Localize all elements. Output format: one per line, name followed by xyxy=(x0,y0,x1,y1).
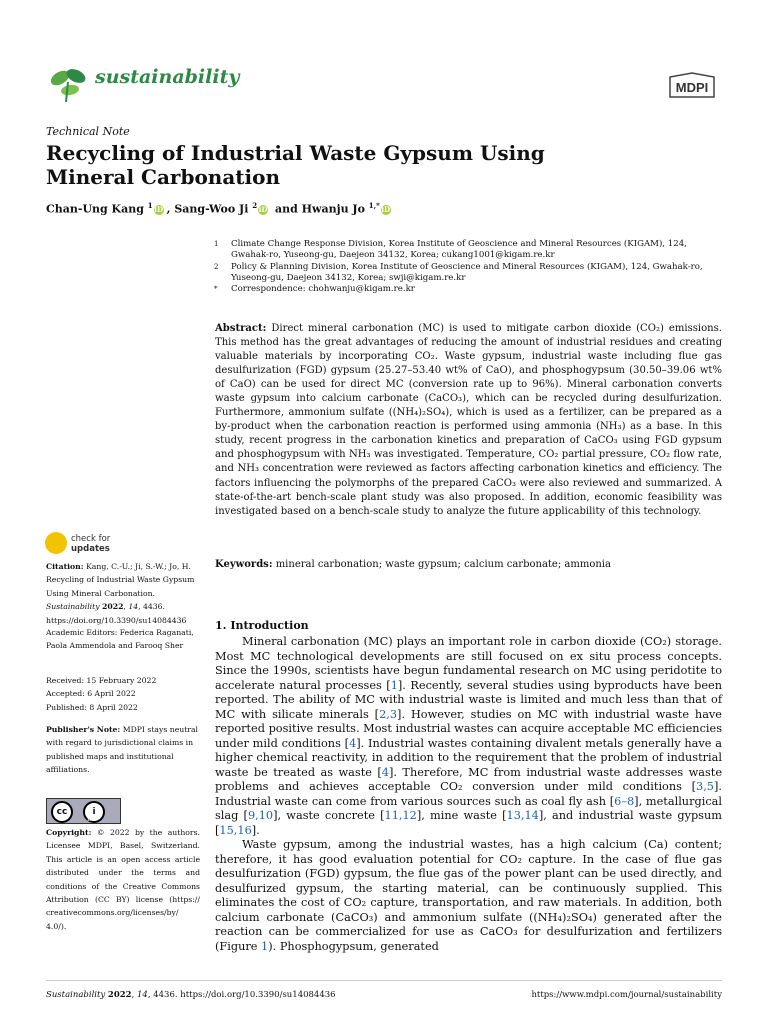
footer-volume: 14 xyxy=(137,990,148,1000)
paragraph-text: ]. xyxy=(251,823,260,837)
citation-ref-link[interactable]: 11,12 xyxy=(384,809,417,822)
affiliation-mark: * xyxy=(214,285,218,294)
paragraph-text: ]. However, studies on MC with industrial waste have reported positive results. Most industrial wastes can acquire acceptable MC efficiencies under mild conditions [ xyxy=(215,707,722,750)
orcid-icon[interactable]: iD xyxy=(381,204,391,214)
paragraph-text: ], and industrial waste gypsum [ xyxy=(215,809,722,837)
paragraph-text: Waste gypsum, among the industrial wastes, has a high calcium (Ca) content; therefore, it has good evaluation potential for CO₂ capture. In the case of flue gas desulfurization (FGD) gypsum, the flue gas of the power plant can be used directly, and desulfurized gypsum, the starting material, can be continuously supplied. This eliminates the cost of CO₂ capture, transportation, and raw materials. In addition, both calcium carbonate (CaCO₃) and ammonium sulfate ((NH₄)₂SO₄) generated after the reaction can be commercialized for use as CaCO₃ for desulfurization and fertilizers (Figure xyxy=(215,838,722,953)
citation-ref-link[interactable]: 1 xyxy=(261,939,269,953)
citation-ref-link[interactable]: 13,14 xyxy=(506,809,539,822)
keywords-label: Keywords: xyxy=(215,559,273,570)
citation-year: 2022 xyxy=(102,602,124,612)
author-name[interactable]: Hwanju Jo xyxy=(301,202,365,216)
citation-ref-link[interactable]: 9,10 xyxy=(247,809,274,822)
paragraph-text: ]. Therefore, MC from industrial waste addresses waste problems and achieves acceptable CO₂ conversion under mild conditions [ xyxy=(215,765,723,793)
paragraph-text: Mineral carbonation (MC) plays an important role in carbon dioxide (CO₂) storage. Most MC technological developments are still focused on ex situ process concepts. Since the 1990s, scientists have begun fundamental research on MC using peridotite to accelerate natural processes [ xyxy=(215,635,722,692)
affiliation-mark: 2 xyxy=(214,262,219,271)
academic-editors: Academic Editors: Federica Raganati, Paola Ammendola and Farooq Sher xyxy=(46,628,194,651)
person-icon: i xyxy=(83,801,105,823)
received-date: Received: 15 February 2022 xyxy=(46,676,157,685)
copyright-block xyxy=(46,826,200,933)
correspondence-text[interactable]: Correspondence: chohwanju@kigam.re.kr xyxy=(231,284,415,295)
paragraph xyxy=(215,838,722,954)
author-separator: , xyxy=(166,202,175,216)
publisher-note-label: Publisher's Note: xyxy=(46,725,121,734)
citation-ref-link[interactable]: 15,16 xyxy=(219,823,252,837)
author-list xyxy=(46,201,394,216)
paragraph-text: ). Phosphogypsum, generated xyxy=(268,939,439,953)
affiliation-text: Climate Change Response Division, Korea Institute of Geoscience and Mineral Resources (KIGAM), 124, Gwahak-ro, Yuseong-gu, Daejeon 34132, Korea; cukang1001@kigam.re.kr xyxy=(231,239,687,261)
affiliation-text: Policy & Planning Division, Korea Institute of Geoscience and Mineral Resources (KIGAM), 124, Gwahak-ro, Yuseong-gu, Daejeon 34132, Korea; swji@kigam.re.kr xyxy=(231,261,703,283)
journal-name[interactable]: sustainability xyxy=(95,66,240,88)
abstract xyxy=(215,322,722,519)
citation-volume: 14 xyxy=(128,602,139,612)
citation-ref-link[interactable]: 1 xyxy=(390,678,398,692)
cc-icon: cc xyxy=(51,801,73,823)
dates-block xyxy=(46,674,200,714)
section-heading-introduction: 1. Introduction xyxy=(215,619,309,632)
keywords-text: mineral carbonation; waste gypsum; calcium carbonate; ammonia xyxy=(275,559,611,570)
footer-year: 2022 xyxy=(107,990,132,1000)
article-title: Recycling of Industrial Waste Gypsum Using Mineral Carbonation xyxy=(46,141,545,189)
paragraph-text: ]. Industrial waste can come from various sources such as coal fly ash [ xyxy=(215,780,722,808)
citation-journal: Sustainability xyxy=(46,602,100,612)
check-updates-line2: updates xyxy=(71,544,110,554)
published-date: Published: 8 April 2022 xyxy=(46,702,138,712)
orcid-icon[interactable]: iD xyxy=(258,204,268,214)
affiliations xyxy=(214,239,724,295)
author-name[interactable]: Sang-Woo Ji xyxy=(174,202,249,216)
journal-leaf-logo xyxy=(46,64,90,104)
check-updates-icon xyxy=(45,532,67,554)
citation-ref-link[interactable]: 3,5 xyxy=(696,780,714,793)
introduction-body xyxy=(215,635,722,954)
paragraph-text: ]. Recently, several studies using byproducts have been reported. The ability of MC with industrial waste is limited and much less than that of MC with silicate minerals [ xyxy=(215,678,722,721)
abstract-text: Direct mineral carbonation (MC) is used to mitigate carbon dioxide (CO₂) emissions. This method has the great advantages of reducing the amount of industrial residues and creating valuable materials by incorporating CO₂. Waste gypsum, industrial waste including flue gas desulfurization (FGD) gypsum (25.27–53.40 wt% of CaO), and phosphogypsum (30.50–39.06 wt% of CaO) can be used for direct MC (conversion rate up to 96%). Mineral carbonation converts waste gypsum into calcium carbonate (CaCO₃), which can be recycled during desulfurization. Furthermore, ammonium sulfate ((NH₄)₂SO₄), which is used as a fertilizer, can be prepared as a by-product when the carbonation reaction is performed using ammonia (NH₃) as a base. In this study, recent progress in the carbonation kinetics and preparation of CaCO₃ using FGD gypsum and phosphogypsum with NH₃ was investigated. Temperature, CO₂ partial pressure, CO₂ flow rate, and NH₃ concentration were reviewed as factors affecting carbonation kinetics and efficiency. The factors influencing the polymorphs of the prepared CaCO₃ were also reviewed and summarized. A state-of-the-art bench-scale plant study was also proposed. In addition, economic feasibility was investigated based on a bench-scale study to analyze the future applicability of this technology. xyxy=(215,323,722,517)
affiliation-item xyxy=(214,262,724,285)
publisher-note-text: MDPI stays neutral with regard to jurisdictional claims in published maps and institutional affiliations. xyxy=(46,725,198,775)
footer-journal: Sustainability xyxy=(46,990,106,1000)
paragraph xyxy=(215,635,722,838)
citation-ref-link[interactable]: 4 xyxy=(381,765,389,779)
footer-divider xyxy=(46,980,722,981)
check-for-updates-badge[interactable] xyxy=(45,532,175,556)
citation-text: Kang, C.-U.; Ji, S.-W.; Jo, H. Recycling of Industrial Waste Gypsum Using Mineral Carbonation. xyxy=(46,562,195,598)
author-affil-mark: 1 xyxy=(147,201,153,210)
paragraph-text: ]. Industrial wastes containing divalent metals generally have a higher chemical reactivity, in addition to the requirement that the problem of industrial waste be treated as waste [ xyxy=(215,736,722,779)
affiliation-mark: 1 xyxy=(214,240,219,248)
paragraph-text: ], waste concrete [ xyxy=(273,809,385,822)
mdpi-logo-text: MDPI xyxy=(675,80,709,95)
paragraph-text: ], metallurgical slag [ xyxy=(215,794,723,822)
author-name[interactable]: Chan-Ung Kang xyxy=(46,202,144,216)
author-affil-mark: 1,* xyxy=(368,201,380,210)
citation-ref-link[interactable]: 2,3 xyxy=(379,707,398,721)
publisher-note xyxy=(46,723,200,777)
paragraph-text: ], mine waste [ xyxy=(416,809,507,822)
citation-doi[interactable]: , 4436. https://doi.org/10.3390/su14084436 xyxy=(46,602,187,625)
cc-by-label: BY xyxy=(87,816,96,823)
affiliation-item xyxy=(214,239,724,262)
footer-citation: Sustainability 2022, 14, 4436. https://doi.org/10.3390/su14084436 xyxy=(46,990,336,1000)
copyright-label: Copyright: xyxy=(46,828,92,837)
article-type: Technical Note xyxy=(46,125,130,138)
copyright-text: © 2022 by the authors. Licensee MDPI, Basel, Switzerland. This article is an open access article distributed under the terms and conditions of the Creative Commons Attribution (CC BY) license (https:// creativecommons.org/licenses/by/ 4.0/). xyxy=(46,828,200,931)
accepted-date: Accepted: 6 April 2022 xyxy=(46,689,136,699)
citation-label: Citation: xyxy=(46,562,84,571)
keywords xyxy=(215,559,722,570)
check-updates-line1: check for xyxy=(71,534,111,544)
abstract-label: Abstract: xyxy=(215,323,267,334)
mdpi-logo[interactable] xyxy=(664,71,720,101)
orcid-icon[interactable]: iD xyxy=(154,204,164,214)
author-affil-mark: 2 xyxy=(252,201,258,210)
footer-doi[interactable]: , 4436. https://doi.org/10.3390/su14084436 xyxy=(147,990,336,1000)
author-separator: and xyxy=(271,202,302,216)
citation-block: Citation: Kang, C.-U.; Ji, S.-W.; Jo, H. Recycling of Industrial Waste Gypsum Using Mineral Carbonation. Sustainability 2022, 14, 4436. https://doi.org/10.3390/su14084436 xyxy=(46,562,195,625)
citation-ref-link[interactable]: 4 xyxy=(349,736,357,750)
cc-by-license-badge[interactable] xyxy=(46,798,121,824)
affiliation-item xyxy=(214,284,724,295)
citation-ref-link[interactable]: 6–8 xyxy=(614,794,635,808)
footer-journal-url[interactable]: https://www.mdpi.com/journal/sustainability xyxy=(531,990,722,1000)
